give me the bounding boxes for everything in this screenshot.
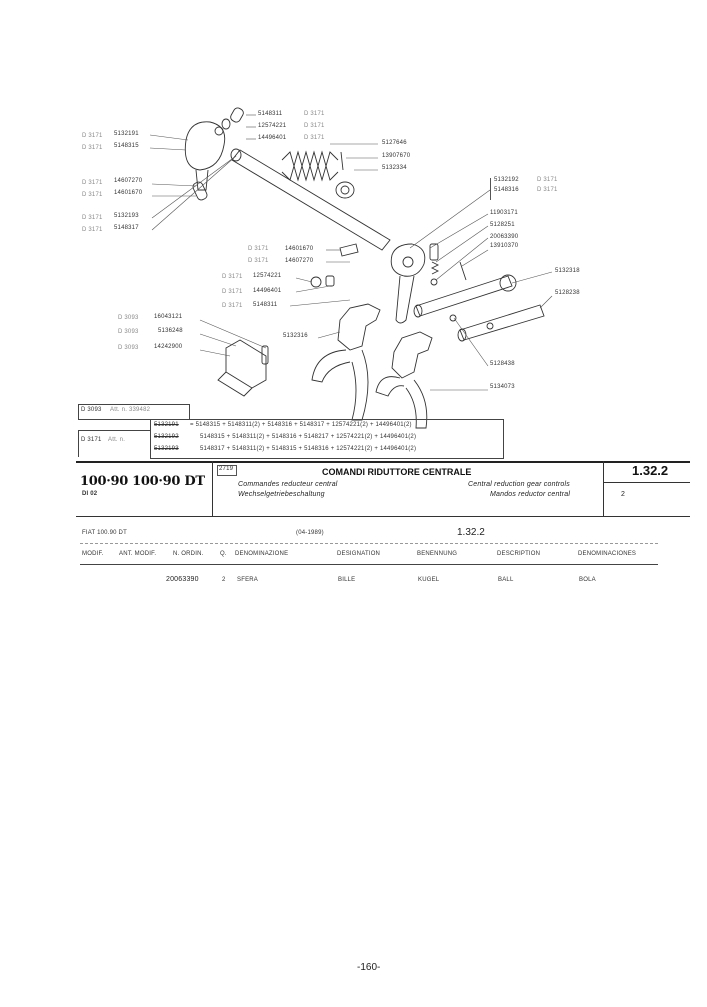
callout-part: 11903171 (490, 210, 518, 216)
kit-code: 5132191 (154, 422, 179, 428)
rev-header-rule (80, 564, 658, 565)
rev-es: BOLA (579, 577, 596, 583)
rev-row (0, 577, 707, 587)
callout-ref: D 3171 (537, 177, 558, 183)
callout-ref: D 3171 (304, 123, 325, 129)
callout-part: 14496401 (253, 288, 282, 294)
callout-ref: D 3171 (222, 274, 243, 280)
callout-part: 5132193 (114, 213, 139, 219)
callout-part: 13907670 (382, 153, 411, 159)
callout-part: 5148311 (253, 302, 278, 308)
title-it: COMANDI RIDUTTORE CENTRALE (322, 467, 472, 477)
callout-ref: D 3171 (222, 303, 243, 309)
callout-part: 5128238 (555, 290, 580, 296)
col-header: Q. (220, 551, 227, 557)
callout-ref: D 3171 (82, 145, 103, 151)
callout-ref: D 3171 (82, 192, 103, 198)
callout-part: 14607270 (114, 178, 143, 184)
callout-part: 12574221 (253, 273, 282, 279)
plate-number: 1.32.2 (632, 463, 669, 478)
callout-part: 5136248 (158, 328, 183, 334)
rev-plate: 1.32.2 (457, 527, 485, 538)
callout-part: 14601670 (285, 246, 314, 252)
rev-n-ordin: 20063390 (166, 576, 199, 583)
kit-code: 5132193 (154, 446, 179, 452)
callout-ref: D 3171 (304, 111, 325, 117)
rev-model: FIAT 100.90 DT (82, 530, 127, 536)
col-header: N. ORDIN. (173, 551, 204, 557)
kit-composition: = 5148315 + 5148311(2) + 5148316 + 5148317 + 12574221(2) + 14496401(2) (190, 422, 412, 428)
callout-ref: D 3171 (248, 258, 269, 264)
page-number: -160- (357, 962, 381, 973)
col-header: DESIGNATION (337, 551, 381, 557)
col-header: ANT. MODIF. (119, 551, 157, 557)
col-header: DESCRIPTION (497, 551, 541, 557)
callout-part: 5127646 (382, 140, 407, 146)
title-es: Mandos reductor central (490, 491, 571, 498)
callout-part: 14496401 (258, 135, 287, 141)
callout-ref: D 3171 (248, 246, 269, 252)
callout-part: 5134073 (490, 384, 515, 390)
col-header: DENOMINACIONES (578, 551, 637, 557)
rev-en: BALL (498, 577, 514, 583)
header-top-rule (76, 461, 690, 463)
kit-table (78, 404, 506, 458)
callout-part: 12574221 (258, 123, 287, 129)
kit-row2-ref: D 3171 (81, 437, 102, 443)
callout-part: 5148317 (114, 225, 139, 231)
rev-it: SFERA (237, 577, 259, 583)
group-code: 2719 (219, 466, 234, 472)
callout-ref: D 3171 (82, 133, 103, 139)
diagram-drawing (0, 0, 707, 470)
header-divider (212, 461, 213, 517)
callout-ref: D 3171 (304, 135, 325, 141)
kit-row1-ref: D 3093 (81, 407, 102, 413)
callout-part: 16043121 (154, 314, 183, 320)
col-header: DENOMINAZIONE (235, 551, 289, 557)
callout-ref: D 3171 (82, 215, 103, 221)
rev-rule (80, 543, 658, 544)
callout-part: 5132318 (555, 268, 580, 274)
callout-part: 14601670 (114, 190, 143, 196)
title-en: Central reduction gear controls (468, 481, 570, 488)
callout-ref: D 3171 (82, 180, 103, 186)
title-de: Wechselgetriebeschaltung (238, 491, 325, 498)
rev-column-headers (0, 551, 707, 561)
rev-qty: 2 (222, 577, 226, 583)
models-sub: DI 02 (82, 491, 98, 497)
callout-part: 5128438 (490, 361, 515, 367)
rev-fr: BILLE (338, 577, 356, 583)
header-bottom-rule (76, 516, 690, 517)
title-fr: Commandes reducteur central (238, 481, 338, 488)
rev-de: KUGEL (418, 577, 440, 583)
callout-part: 20063390 (490, 234, 519, 240)
callout-ref: D 3093 (118, 329, 139, 335)
kit-row2-note: Att. n. (108, 437, 126, 443)
models-title: 100·90 100·90 DT (80, 474, 205, 489)
header-plate-rule (603, 482, 690, 483)
col-header: BENENNUNG (417, 551, 458, 557)
callout-part: 5132192 (494, 177, 519, 183)
plate-sub: 2 (621, 491, 626, 498)
callout-part: 5148315 (114, 143, 139, 149)
callout-bracket (490, 178, 492, 200)
callout-ref: D 3171 (82, 227, 103, 233)
col-header: MODIF. (82, 551, 104, 557)
kit-composition: 5148317 + 5148311(2) + 5148315 + 5148316 + 12574221(2) + 14496401(2) (200, 446, 417, 452)
callout-part: 5132316 (283, 333, 308, 339)
callout-part: 14607270 (285, 258, 314, 264)
rev-date: (04-1989) (296, 530, 324, 536)
callout-part: 5148311 (258, 111, 283, 117)
callout-ref: D 3093 (118, 315, 139, 321)
callout-part: 14242900 (154, 344, 183, 350)
callout-part: 5128251 (490, 222, 515, 228)
callout-part: 5132334 (382, 165, 407, 171)
callout-ref: D 3093 (118, 345, 139, 351)
callout-part: 5148316 (494, 187, 519, 193)
callout-ref: D 3171 (537, 187, 558, 193)
callout-ref: D 3171 (222, 289, 243, 295)
kit-row1-note: Att. n. 339482 (110, 407, 151, 413)
header-divider (603, 461, 604, 517)
kit-composition: 5148315 + 5148311(2) + 5148316 + 5148217 + 12574221(2) + 14496401(2) (200, 434, 417, 440)
callout-part: 5132191 (114, 131, 139, 137)
callout-part: 13910370 (490, 243, 519, 249)
kit-code: 5132192 (154, 434, 179, 440)
